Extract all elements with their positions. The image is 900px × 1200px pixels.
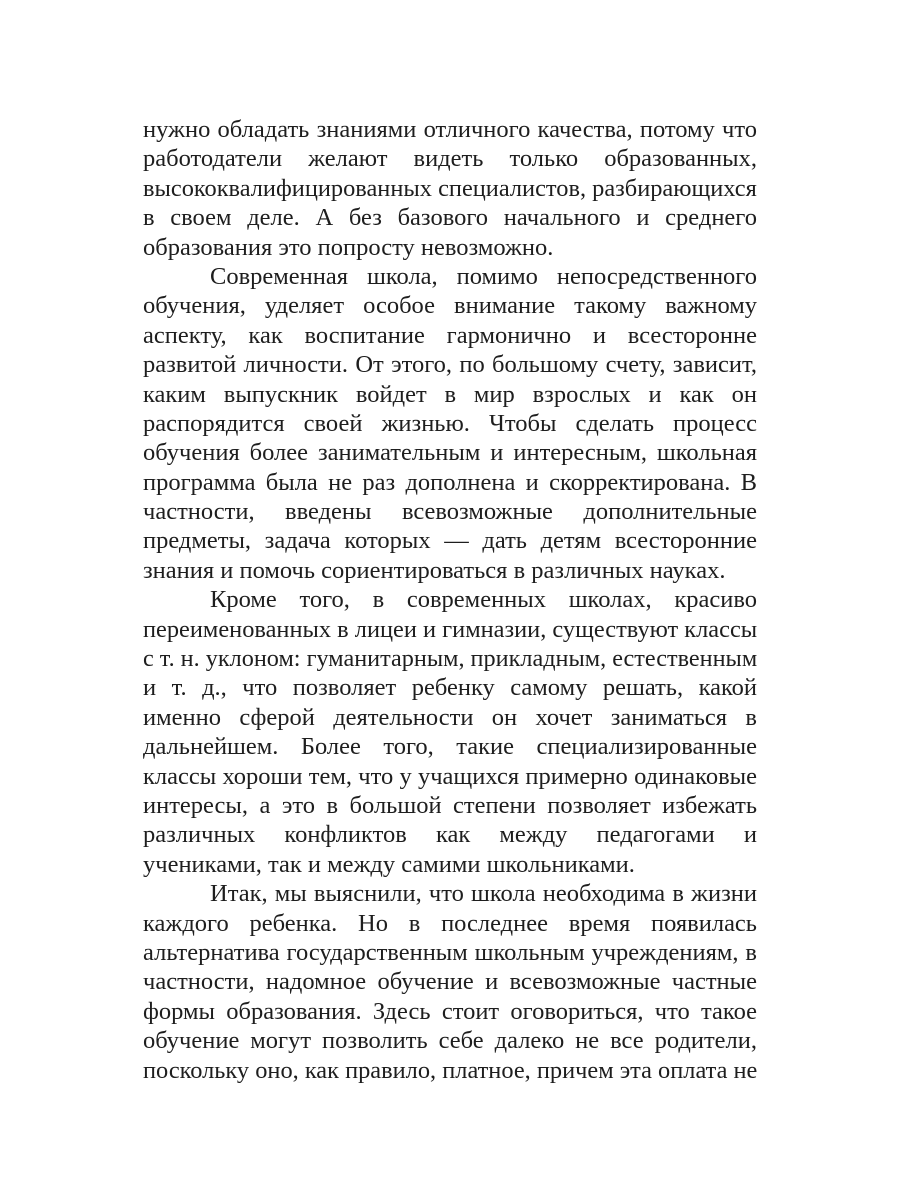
- text-line: именно сферой деятельности он хочет заниматься в: [143, 703, 757, 731]
- paragraph-2: [143, 262, 757, 585]
- text-line: образования это попросту невозможно.: [143, 233, 554, 261]
- text-line: аспекту, как воспитание гармонично и всесторонне: [143, 321, 757, 349]
- text-line: частности, надомное обучение и всевозможные частные: [143, 968, 757, 996]
- text-line: поскольку оно, как правило, платное, причем эта оплата не: [143, 1056, 758, 1084]
- text-line: в своем деле. А без базового начального и среднего: [143, 204, 757, 232]
- text-line: формы образования. Здесь стоит оговориться, что такое: [143, 997, 757, 1025]
- text-line: обучения, уделяет особое внимание такому важному: [143, 292, 757, 320]
- text-line: программа была не раз дополнена и скорректирована. В: [143, 468, 757, 496]
- paragraph-1: [143, 115, 757, 262]
- text-line: обучение могут позволить себе далеко не все родители,: [143, 1027, 757, 1055]
- text-line: предметы, задача которых — дать детям всесторонние: [143, 527, 757, 555]
- text-line: обучения более занимательным и интересным, школьная: [143, 439, 757, 467]
- text-line: Итак, мы выяснили, что школа необходима в жизни: [210, 880, 757, 908]
- text-line: дальнейшем. Более того, такие специализированные: [143, 733, 757, 761]
- text-line: учениками, так и между самими школьниками.: [143, 850, 635, 878]
- body-text: [143, 115, 757, 1085]
- text-line: Современная школа, помимо непосредственного: [210, 262, 757, 290]
- text-line: и т. д., что позволяет ребенку самому решать, какой: [143, 674, 757, 702]
- text-line: различных конфликтов как между педагогами и: [143, 821, 757, 849]
- text-line: развитой личности. От этого, по большому счету, зависит,: [143, 351, 757, 379]
- text-line: высококвалифицированных специалистов, разбирающихся: [143, 174, 757, 202]
- text-line: с т. н. уклоном: гуманитарным, прикладным, естественным: [143, 645, 758, 673]
- paragraph-3: [143, 585, 757, 879]
- text-line: Кроме того, в современных школах, красиво: [210, 586, 757, 614]
- text-line: каким выпускник войдет в мир взрослых и как он: [143, 380, 757, 408]
- paragraph-4: [143, 879, 757, 1085]
- text-line: классы хороши тем, что у учащихся примерно одинаковые: [143, 762, 757, 790]
- text-line: работодатели желают видеть только образованных,: [143, 145, 757, 173]
- text-line: переименованных в лицеи и гимназии, существуют классы: [143, 615, 758, 643]
- text-line: каждого ребенка. Но в последнее время появилась: [143, 909, 757, 937]
- text-line: нужно обладать знаниями отличного качества, потому что: [143, 116, 757, 143]
- text-line: распорядится своей жизнью. Чтобы сделать процесс: [143, 409, 757, 437]
- text-line: знания и помочь сориентироваться в различных науках.: [143, 556, 726, 584]
- text-line: интересы, а это в большой степени позволяет избежать: [143, 791, 757, 819]
- text-line: альтернатива государственным школьным учреждениям, в: [143, 938, 757, 966]
- text-line: частности, введены всевозможные дополнительные: [143, 498, 757, 526]
